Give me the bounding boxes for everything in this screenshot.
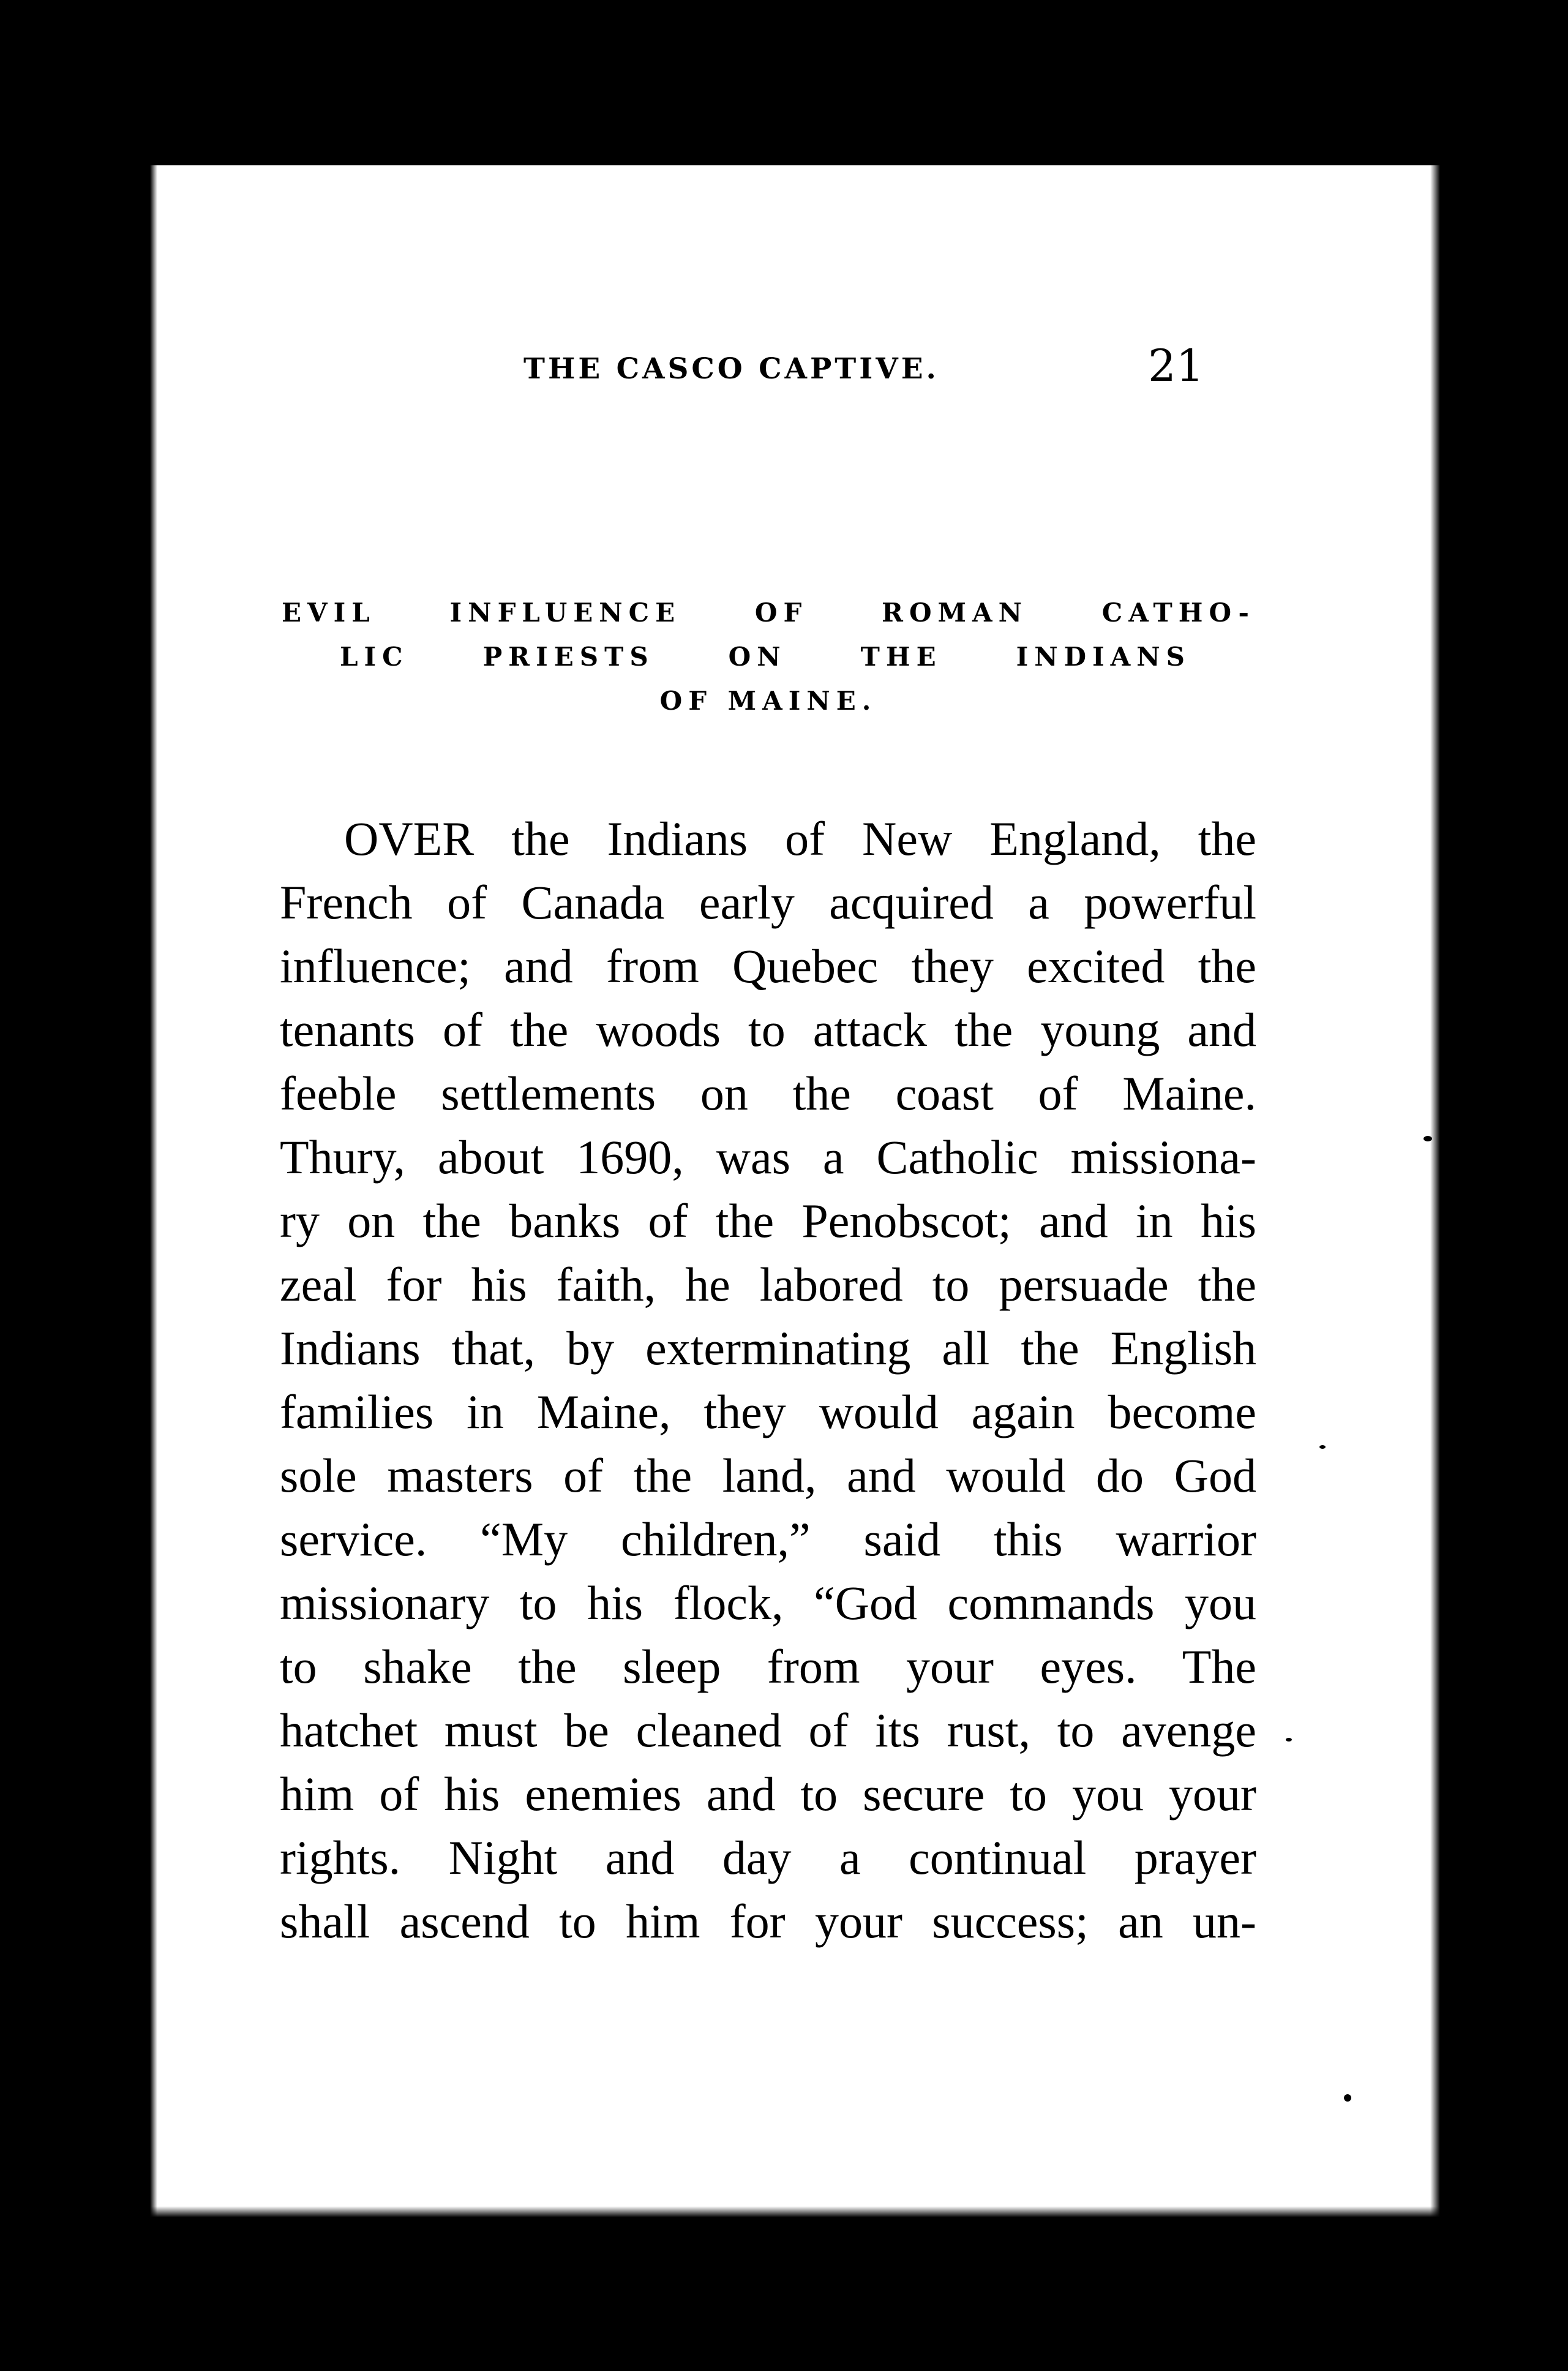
left-edge-mark: [144, 1733, 149, 2039]
book-page: [144, 165, 1445, 2220]
ink-speck: [1286, 1738, 1292, 1742]
body-line: hatchet must be cleaned of its rust, to avenge: [280, 1704, 1256, 1757]
body-line: ry on the banks of the Penobscot; and in his: [280, 1194, 1256, 1247]
right-edge-mark: [1440, 1819, 1445, 2186]
body-line: to shake the sleep from your eyes. The: [280, 1640, 1256, 1693]
body-line: service. “My children,” said this warrior: [280, 1512, 1256, 1566]
body-line: feeble settlements on the coast of Maine.: [280, 1067, 1256, 1120]
left-edge-mark: [144, 165, 148, 325]
heading-line: LIC PRIESTS ON THE INDIANS: [340, 642, 1191, 672]
body-line: sole masters of the land, and would do God: [280, 1449, 1256, 1502]
body-line: rights. Night and day a continual prayer: [280, 1831, 1256, 1884]
ink-speck: [1319, 1445, 1326, 1449]
body-line: tenants of the woods to attack the young and: [280, 1003, 1256, 1056]
page-number: 21: [1148, 340, 1204, 391]
ink-speck: [1424, 1136, 1432, 1141]
body-line: French of Canada early acquired a powerful: [280, 876, 1256, 929]
page-bottom-shadow: [144, 2206, 1445, 2220]
right-edge-mark: [1441, 1023, 1445, 1280]
body-line: families in Maine, they would again become: [280, 1385, 1256, 1438]
heading-line: EVIL INFLUENCE OF ROMAN CATHO-: [282, 598, 1255, 628]
heading-line: OF MAINE.: [659, 686, 877, 716]
body-line: influence; and from Quebec they excited the: [280, 939, 1256, 993]
running-head-title: THE CASCO CAPTIVE.: [523, 352, 939, 386]
body-line: missionary to his flock, “God commands you: [280, 1576, 1256, 1629]
ink-speck: [1344, 2094, 1351, 2102]
body-line: Indians that, by exterminating all the English: [280, 1321, 1256, 1375]
body-line: OVER the Indians of New England, the: [344, 812, 1256, 865]
body-line: shall ascend to him for your success; an un-: [280, 1895, 1256, 1948]
body-line: zeal for his faith, he labored to persuade the: [280, 1258, 1256, 1311]
left-edge-mark: [144, 974, 149, 1231]
left-edge-mark: [144, 1366, 150, 1586]
body-line: him of his enemies and to secure to you your: [280, 1767, 1256, 1821]
body-line: Thury, about 1690, was a Catholic missiona-: [280, 1130, 1256, 1184]
right-edge-mark: [1442, 190, 1445, 374]
